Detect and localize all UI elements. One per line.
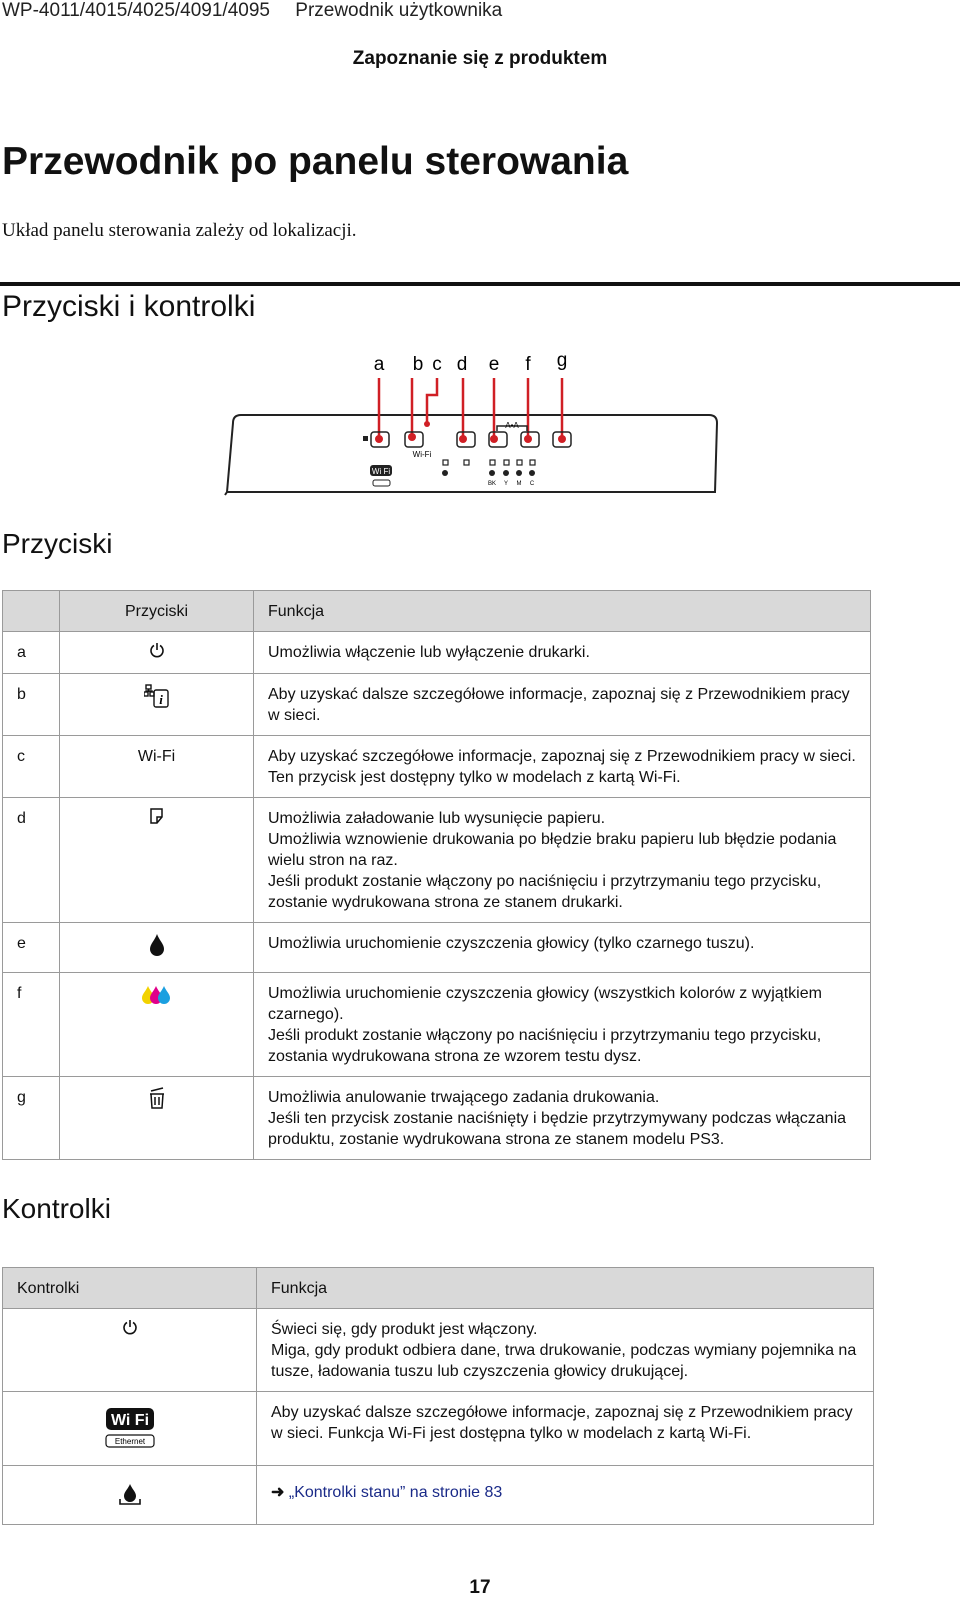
table-row <box>3 1466 874 1525</box>
network-info-icon <box>144 684 170 708</box>
wifi-button-label: Wi-Fi <box>60 736 254 798</box>
svg-text:Wi Fi: Wi Fi <box>110 1412 149 1429</box>
callout-g: g <box>556 350 568 371</box>
model-name: WP-4011/4015/4025/4091/4095 <box>2 0 270 21</box>
subtitle: Przyciski i kontrolki <box>2 290 256 323</box>
svg-text:i: i <box>158 692 163 707</box>
page-title: Przewodnik po panelu sterowania <box>2 140 629 183</box>
ink-light-icon <box>119 1482 141 1506</box>
callout-e: e <box>488 354 500 375</box>
table-row: d Umożliwia załadowanie lub wysunięcie papieru. Umożliwia wznowienie drukowania po błędzie braku papieru lub błędzie podania wielu stron na raz. Jeśli produkt zostanie włączony po naciśnięciu i przytrzymaniu tego przycisku, zostanie wydrukowana strona ze stanem drukarki. <box>3 798 871 923</box>
section-title: Zapoznanie się z produktem <box>352 48 608 69</box>
buttons-heading: Przyciski <box>2 528 113 559</box>
table-row: e Umożliwia uruchomienie czyszczenia głowicy (tylko czarnego tuszu). <box>3 923 871 973</box>
intro-text: Układ panelu sterowania zależy od lokalizacji. <box>2 220 357 241</box>
page-number: 17 <box>469 1577 491 1598</box>
header-buttons: Przyciski <box>60 591 254 632</box>
callout-f: f <box>525 354 531 375</box>
svg-text:Ethernet: Ethernet <box>114 1437 145 1446</box>
color-ink-drops-icon <box>140 983 174 1007</box>
callout-d: d <box>456 354 468 375</box>
paper-icon <box>150 808 164 824</box>
callout-b: b <box>412 354 424 375</box>
table-row: f Umożliwia uruchomienie czyszczenia głowicy (wszystkich kolorów z wyjątkiem czarnego). Jeśli produkt zostanie włączony po naciśnięciu i przytrzymaniu tego przycisku, zostania wydrukowana strona ze wzorem testu dysz. <box>3 973 871 1077</box>
callout-lines <box>379 378 562 438</box>
power-icon <box>149 642 165 658</box>
lights-table <box>2 1267 874 1525</box>
table-row: g Umożliwia anulowanie trwającego zadania drukowania. Jeśli ten przycisk zostanie naciśnięty i będzie przytrzymywany podczas włączania produktu, zostanie wydrukowana strona ze stanem modelu PS3. <box>3 1077 871 1160</box>
table-row: c Wi-Fi Aby uzyskać szczegółowe informacje, zapoznaj się z Przewodnikiem pracy w sieci. Ten przycisk jest dostępny tylko w modelach z kartą Wi-Fi. <box>3 736 871 798</box>
svg-text:Y: Y <box>503 481 509 487</box>
cancel-trash-icon <box>148 1087 166 1109</box>
black-ink-drop-icon <box>149 933 165 957</box>
header-function: Funkcja <box>254 591 871 632</box>
buttons-table <box>2 590 871 1160</box>
table-header-row <box>3 591 871 632</box>
table-row: b i Aby uzyskać dalsze szczegółowe informacje, zapoznaj się z Przewodnikiem pracy w sieci. <box>3 674 871 736</box>
table-header-row <box>3 1268 874 1309</box>
callout-c: c <box>432 354 442 375</box>
wifi-button-label: Wi-Fi <box>412 450 432 459</box>
document-title: Przewodnik użytkownika <box>295 0 503 21</box>
heading-rule <box>0 282 960 286</box>
power-light-icon <box>122 1319 138 1335</box>
panel-outline <box>227 415 717 492</box>
svg-text:M: M <box>516 481 522 487</box>
arrow-right-icon: ➜ <box>271 1484 285 1501</box>
callout-a: a <box>373 354 385 375</box>
header-lights: Kontrolki <box>3 1268 257 1309</box>
control-panel-diagram <box>225 345 725 505</box>
svg-text:Wi Fi: Wi Fi <box>371 467 391 476</box>
svg-text:A•A: A•A <box>505 421 519 430</box>
wifi-ethernet-icon <box>104 1407 156 1449</box>
svg-text:C: C <box>529 481 535 487</box>
table-row: Świeci się, gdy produkt jest włączony. Miga, gdy produkt odbiera dane, trwa drukowanie, podczas wymiany pojemnika na tusze, ładowania tuszu lub czyszczenia głowicy drukującej. <box>3 1309 874 1392</box>
table-row: Wi Fi Ethernet Aby uzyskać dalsze szczegółowe informacje, zapoznaj się z Przewodnikiem pracy w sieci. Funkcja Wi-Fi jest dostępna tylko w modelach z kartą Wi-Fi. <box>3 1392 874 1466</box>
status-lights-link[interactable]: „Kontrolki stanu” na stronie 83 <box>288 1484 503 1501</box>
table-row: a Umożliwia włączenie lub wyłączenie drukarki. <box>3 632 871 674</box>
svg-text:BK: BK <box>487 481 497 487</box>
lights-heading: Kontrolki <box>2 1193 111 1224</box>
running-header <box>2 0 522 22</box>
header-function: Funkcja <box>257 1268 874 1309</box>
